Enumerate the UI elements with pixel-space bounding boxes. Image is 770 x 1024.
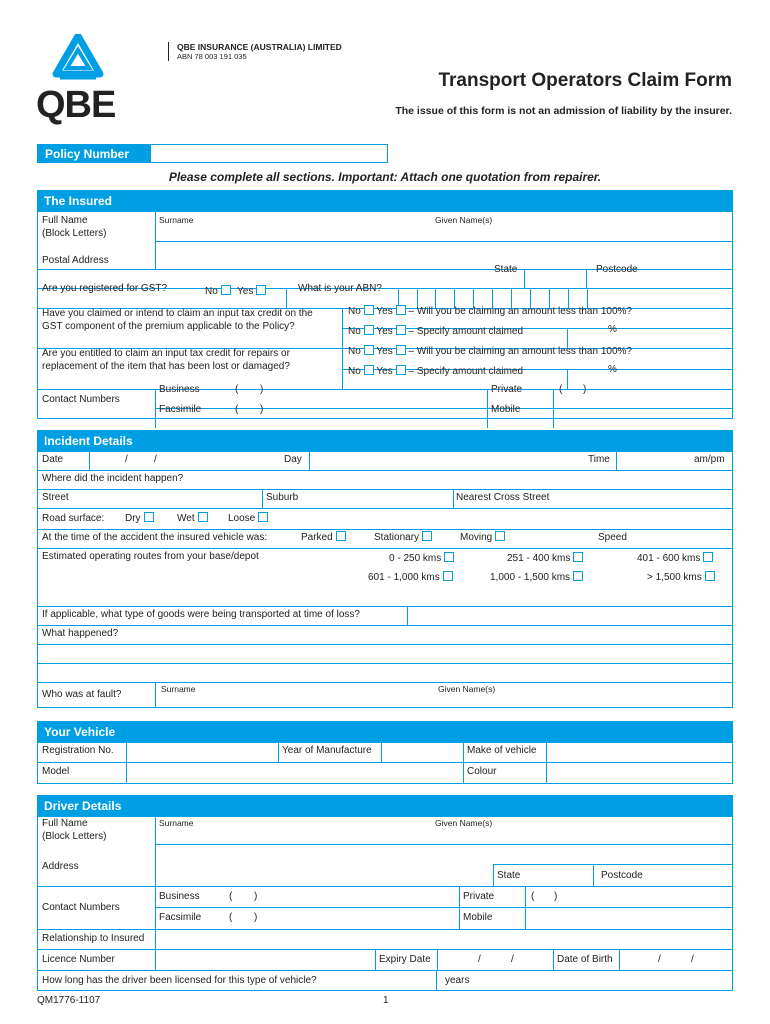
dob-slash-1: /: [658, 954, 661, 965]
instructions: Please complete all sections. Important: Attach one quotation from repairer.: [168, 170, 602, 184]
route-over-1500-checkbox[interactable]: [705, 571, 715, 581]
how-long-licensed-label: How long has the driver been licensed for this type of vehicle?: [42, 975, 317, 986]
route-over-1500-option[interactable]: > 1,500 kms: [647, 571, 715, 583]
company-name: QBE INSURANCE (AUSTRALIA) LIMITED: [177, 42, 342, 52]
driver-private-label: Private: [463, 891, 495, 902]
itc-premium-line2: GST component of the premium applicable to the Policy?: [42, 321, 295, 332]
driver-full-name-label: Full Name: [42, 818, 88, 829]
insured-private-label: Private: [491, 384, 523, 395]
driver-private-paren-open: (: [531, 891, 535, 902]
road-loose-option[interactable]: Loose: [228, 512, 268, 524]
driver-mobile-label: Mobile: [463, 912, 493, 923]
at-fault-given-names-label: Given Name(s): [438, 684, 496, 694]
itc-premium-percent: %: [608, 324, 617, 335]
vehicle-stationary-checkbox[interactable]: [422, 531, 432, 541]
insured-business-label: Business: [159, 384, 200, 395]
itc-repairs-no2-checkbox[interactable]: [364, 365, 374, 375]
itc-repairs-yes2-checkbox[interactable]: [396, 365, 406, 375]
route-601-1000-option[interactable]: 601 - 1,000 kms: [368, 571, 453, 583]
itc-repairs-yes-checkbox[interactable]: [396, 345, 406, 355]
route-251-400-checkbox[interactable]: [573, 552, 583, 562]
driver-block-letters-label: (Block Letters): [42, 831, 107, 842]
driver-fax-paren-open: (: [229, 912, 233, 923]
vehicle-moving-checkbox[interactable]: [495, 531, 505, 541]
postal-address-label: Postal Address: [42, 255, 109, 266]
insured-private-paren-close: ): [583, 384, 587, 395]
itc-premium-yes2-checkbox[interactable]: [396, 325, 406, 335]
page-number: 1: [383, 995, 389, 1006]
driver-surname-label: Surname: [159, 818, 194, 828]
company-info: [168, 42, 342, 61]
driver-business-paren-close: ): [254, 891, 258, 902]
years-label: years: [445, 975, 470, 986]
driver-business-label: Business: [159, 891, 200, 902]
driver-facsimile-label: Facsimile: [159, 912, 202, 923]
routes-label: Estimated operating routes from your base/depot: [42, 551, 259, 562]
itc-premium-row2[interactable]: No Yes – Specify amount claimed: [348, 326, 524, 337]
driver-given-names-label: Given Name(s): [435, 818, 493, 828]
route-0-250-checkbox[interactable]: [444, 552, 454, 562]
qbe-logo-mark-icon: [52, 34, 104, 86]
insured-surname-label: Surname: [159, 215, 194, 225]
insured-block-letters-label: (Block Letters): [42, 228, 107, 239]
section-driver: [37, 795, 733, 991]
road-wet-option[interactable]: Wet: [177, 512, 208, 524]
gst-yes-checkbox[interactable]: [256, 285, 266, 295]
expiry-date-label: Expiry Date: [379, 954, 431, 965]
vehicle-parked-option[interactable]: Parked: [301, 531, 346, 543]
gst-yes-option[interactable]: Yes: [237, 285, 266, 297]
incident-date-slash-1: /: [125, 454, 128, 465]
gst-no-option[interactable]: No: [205, 285, 231, 297]
section-title-incident: Incident Details: [38, 431, 732, 451]
section-title-driver: Driver Details: [38, 796, 732, 816]
model-label: Model: [42, 766, 70, 777]
form-title: Transport Operators Claim Form: [438, 70, 732, 91]
incident-date-label: Date: [42, 454, 64, 465]
incident-suburb-label: Suburb: [266, 492, 299, 503]
insured-private-paren-open: (: [559, 384, 563, 395]
itc-repairs-row2[interactable]: No Yes – Specify amount claimed: [348, 366, 524, 377]
incident-time-label: Time: [588, 454, 610, 465]
goods-label: If applicable, what type of goods were being transported at time of loss?: [42, 609, 360, 620]
expiry-slash-1: /: [478, 954, 481, 965]
insured-business-paren-close: ): [260, 384, 264, 395]
section-insured: [37, 190, 733, 419]
insured-postcode-label: Postcode: [596, 264, 638, 275]
insured-state-label: State: [494, 264, 518, 275]
itc-premium-line1: Have you claimed or intend to claim an input tax credit on the: [42, 308, 313, 319]
gst-no-checkbox[interactable]: [221, 285, 231, 295]
itc-premium-no2-checkbox[interactable]: [364, 325, 374, 335]
driver-fax-paren-close: ): [254, 912, 258, 923]
incident-date-slash-2: /: [154, 454, 157, 465]
insured-fax-paren-open: (: [235, 404, 239, 415]
insured-business-paren-open: (: [235, 384, 239, 395]
itc-premium-yes-checkbox[interactable]: [396, 305, 406, 315]
route-401-600-checkbox[interactable]: [703, 552, 713, 562]
make-label: Make of vehicle: [467, 745, 537, 756]
itc-repairs-no-checkbox[interactable]: [364, 345, 374, 355]
expiry-slash-2: /: [511, 954, 514, 965]
at-fault-label: Who was at fault?: [42, 689, 122, 700]
itc-premium-no-checkbox[interactable]: [364, 305, 374, 315]
road-loose-checkbox[interactable]: [258, 512, 268, 522]
incident-street-label: Street: [42, 492, 69, 503]
dob-label: Date of Birth: [557, 954, 613, 965]
year-manufacture-label: Year of Manufacture: [282, 745, 372, 756]
colour-label: Colour: [467, 766, 497, 777]
insured-given-names-label: Given Name(s): [435, 215, 493, 225]
insured-facsimile-label: Facsimile: [159, 404, 202, 415]
insured-fax-paren-close: ): [260, 404, 264, 415]
driver-contact-numbers-label: Contact Numbers: [42, 902, 120, 913]
road-dry-checkbox[interactable]: [144, 512, 154, 522]
itc-repairs-line2: replacement of the item that has been lost or damaged?: [42, 361, 290, 372]
incident-ampm-label: am/pm: [694, 454, 725, 465]
licence-number-label: Licence Number: [42, 954, 115, 965]
section-vehicle: [37, 721, 733, 784]
driver-address-label: Address: [42, 861, 79, 872]
vehicle-parked-checkbox[interactable]: [336, 531, 346, 541]
insured-contact-numbers-label: Contact Numbers: [42, 394, 120, 405]
dob-slash-2: /: [691, 954, 694, 965]
road-wet-checkbox[interactable]: [198, 512, 208, 522]
driver-business-paren-open: (: [229, 891, 233, 902]
route-251-400-option[interactable]: 251 - 400 kms: [507, 552, 583, 564]
abn-question: What is your ABN?: [298, 283, 382, 294]
section-title-vehicle: Your Vehicle: [38, 722, 732, 742]
vehicle-speed-label: Speed: [598, 532, 627, 543]
policy-number-field[interactable]: [150, 144, 388, 163]
insured-mobile-label: Mobile: [491, 404, 521, 415]
itc-repairs-line1: Are you entitled to claim an input tax credit for repairs or: [42, 348, 290, 359]
relationship-label: Relationship to Insured: [42, 933, 145, 944]
qbe-logo-text: QBE: [36, 84, 116, 126]
vehicle-moving-option[interactable]: Moving: [460, 531, 505, 543]
incident-cross-street-label: Nearest Cross Street: [456, 492, 550, 503]
registration-label: Registration No.: [42, 745, 114, 756]
form-disclaimer: The issue of this form is not an admission of liability by the insurer.: [395, 105, 732, 117]
company-abn: ABN 78 003 191 035: [177, 52, 247, 61]
insured-full-name-label: Full Name: [42, 215, 88, 226]
incident-day-label: Day: [284, 454, 302, 465]
route-1000-1500-checkbox[interactable]: [573, 571, 583, 581]
at-fault-surname-label: Surname: [161, 684, 196, 694]
policy-number-label: Policy Number: [37, 144, 150, 163]
vehicle-was-label: At the time of the accident the insured vehicle was:: [42, 532, 268, 543]
incident-where-label: Where did the incident happen?: [42, 473, 184, 484]
itc-repairs-row1[interactable]: No Yes – Will you be claiming an amount less than 100%?: [348, 346, 632, 357]
what-happened-label: What happened?: [42, 628, 119, 639]
driver-postcode-label: Postcode: [601, 870, 643, 881]
route-1000-1500-option[interactable]: 1,000 - 1,500 kms: [490, 571, 583, 583]
route-401-600-option[interactable]: 401 - 600 kms: [637, 552, 713, 564]
form-code: QM1776-1107: [37, 995, 101, 1006]
section-title-insured: The Insured: [38, 191, 732, 211]
itc-premium-row1[interactable]: No Yes – Will you be claiming an amount less than 100%?: [348, 306, 632, 317]
road-surface-label: Road surface:: [42, 513, 105, 524]
section-incident: [37, 430, 733, 708]
gst-question: Are you registered for GST?: [42, 283, 168, 294]
route-0-250-option[interactable]: 0 - 250 kms: [389, 552, 454, 564]
route-601-1000-checkbox[interactable]: [443, 571, 453, 581]
driver-state-label: State: [497, 870, 521, 881]
road-dry-option[interactable]: Dry: [125, 512, 154, 524]
vehicle-stationary-option[interactable]: Stationary: [374, 531, 432, 543]
driver-private-paren-close: ): [554, 891, 558, 902]
itc-repairs-percent: %: [608, 364, 617, 375]
